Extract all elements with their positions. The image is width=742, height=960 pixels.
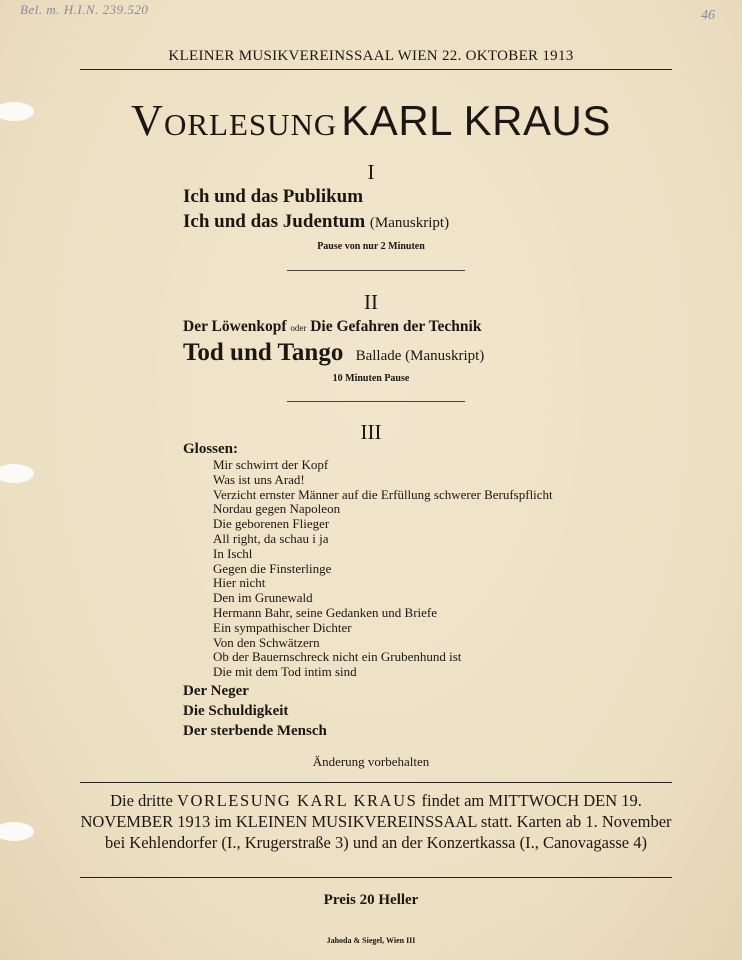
title-prefix: Vorlesung bbox=[131, 96, 338, 145]
item-der-sterbende-mensch: Der sterbende Mensch bbox=[183, 723, 327, 739]
notice-top-rule bbox=[80, 782, 672, 783]
list-item: Verzicht ernster Männer auf die Erfüllung schwerer Berufspflicht bbox=[213, 486, 553, 502]
pause-note-2: 10 Minuten Pause bbox=[332, 373, 410, 384]
list-item: Hier nicht bbox=[213, 575, 266, 591]
next-reading-notice bbox=[80, 790, 672, 853]
part-2-line-1 bbox=[183, 318, 481, 336]
list-item: Was ist uns Arad! bbox=[213, 471, 305, 487]
list-item: All right, da schau i ja bbox=[213, 530, 329, 546]
glossen-list bbox=[213, 458, 553, 680]
ballad-title: Tod und Tango bbox=[183, 339, 344, 366]
notice-bottom-rule bbox=[80, 877, 672, 878]
list-item: Hermann Bahr, seine Gedanken und Briefe bbox=[213, 604, 438, 620]
part-2-line-2 bbox=[183, 339, 484, 367]
item-der-neger: Der Neger bbox=[183, 683, 249, 699]
notice-pre: Die dritte bbox=[110, 791, 173, 810]
conjunction: oder bbox=[290, 323, 307, 333]
list-item: Die geborenen Flieger bbox=[213, 516, 330, 532]
list-item: Den im Grunewald bbox=[213, 590, 313, 606]
item-die-schuldigkeit: Die Schuldigkeit bbox=[183, 703, 289, 719]
punch-hole bbox=[0, 464, 34, 483]
part-1-line-1: Ich und das Publikum bbox=[183, 186, 364, 207]
part-1-line-2 bbox=[183, 211, 449, 233]
page-number: 46 bbox=[701, 8, 715, 23]
main-title bbox=[0, 95, 742, 146]
change-note: Änderung vorbehalten bbox=[312, 754, 430, 769]
part-1-numeral: I bbox=[367, 160, 375, 184]
part-3-numeral: III bbox=[360, 420, 382, 444]
part-1-line-2-title: Ich und das Judentum bbox=[183, 211, 366, 232]
printer-credit: Jahoda & Siegel, Wien III bbox=[326, 936, 416, 945]
part-2-title-b: Die Gefahren der Technik bbox=[310, 318, 482, 335]
separator bbox=[287, 270, 465, 271]
list-item: Von den Schwätzern bbox=[213, 634, 320, 650]
glossen-label: Glossen: bbox=[183, 441, 239, 457]
list-item: Mir schwirrt der Kopf bbox=[213, 457, 329, 472]
list-item: Die mit dem Tod intim sind bbox=[213, 664, 357, 680]
separator bbox=[287, 401, 465, 402]
venue-line: KLEINER MUSIKVEREINSSAAL WIEN 22. OKTOBER 1913 bbox=[168, 48, 574, 64]
pause-note-1: Pause von nur 2 Minuten bbox=[317, 241, 425, 252]
notice-event: VORLESUNG KARL KRAUS bbox=[176, 791, 418, 810]
list-item: Ein sympathischer Dichter bbox=[213, 619, 352, 635]
top-rule bbox=[80, 69, 672, 70]
part-2-title-a: Der Löwenkopf bbox=[183, 318, 287, 335]
list-item: Nordau gegen Napoleon bbox=[213, 501, 341, 517]
list-item: In Ischl bbox=[213, 545, 253, 561]
list-item: Ob der Bauernschreck nicht ein Grubenhund ist bbox=[213, 649, 462, 665]
list-item: Gegen die Finsterlinge bbox=[213, 560, 332, 576]
part-2-numeral: II bbox=[364, 290, 378, 314]
notice-rest: findet am MITTWOCH DEN 19. NOVEMBER 1913 im KLEINEN MUSIKVEREINSSAAL statt. Karten ab 1. November bei Kehlendorfer (I., Krugerstraße 3) und an der Konzertkassa (I., Canovagasse 4) bbox=[80, 791, 672, 852]
price: Preis 20 Heller bbox=[323, 892, 419, 908]
manuscript-note: (Manuskript) bbox=[369, 215, 450, 231]
ballad-note: Ballade (Manuskript) bbox=[355, 348, 485, 364]
punch-hole bbox=[0, 822, 34, 841]
title-name: KARL KRAUS bbox=[341, 97, 611, 144]
archive-note: Bel. m. H.I.N. 239.520 bbox=[20, 2, 149, 17]
